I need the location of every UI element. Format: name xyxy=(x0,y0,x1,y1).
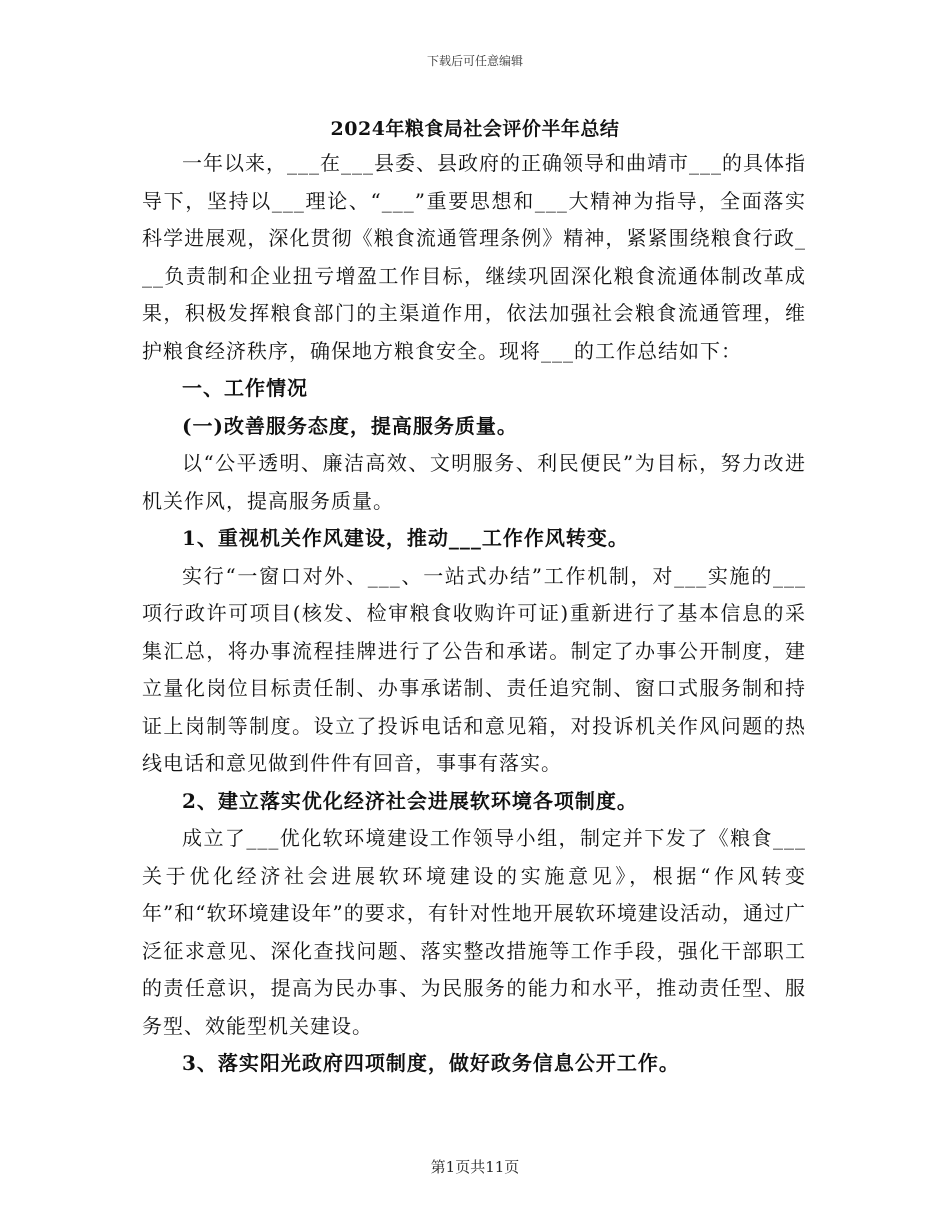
item-paragraph-1: 实行“一窗口对外、___、一站式办结”工作机制，对___实施的___项行政许可项目(核发、检审粮食收购许可证)重新进行了基本信息的采集汇总，将办事流程挂牌进行了公告和承诺。制定了办事公开制度，建立量化岗位目标责任制、办事承诺制、责任追究制、窗口式服务制和持证上岗制等制度。设立了投诉电话和意见箱，对投诉机关作风问题的热线电话和意见做到件件有回音，事事有落实。 xyxy=(142,563,806,775)
header-note: 下载后可任意编辑 xyxy=(426,54,523,68)
service-paragraph: 以“公平透明、廉洁高效、文明服务、利民便民”为目标，努力改进机关作风，提高服务质量。 xyxy=(142,451,806,513)
item-heading-1: 1、重视机关作风建设，推动___工作作风转变。 xyxy=(182,526,629,550)
document-body xyxy=(142,145,806,1083)
item-heading-2: 2、建立落实优化经济社会进展软环境各项制度。 xyxy=(182,788,638,813)
subsection-heading-service: (一)改善服务态度，提高服务质量。 xyxy=(182,413,518,438)
section-heading-work-status: 一、工作情况 xyxy=(182,376,308,400)
document-title: 2024年粮食局社会评价半年总结 xyxy=(330,118,620,140)
item-paragraph-2: 成立了___优化软环境建设工作领导小组，制定并下发了《粮食___关于优化经济社会进展软环境建设的实施意见》，根据“作风转变年”和“软环境建设年”的要求，有针对性地开展软环境建设活动，通过广泛征求意见、深化查找问题、落实整改措施等工作手段，强化干部职工的责任意识，提高为民办事、为民服务的能力和水平，推动责任型、服务型、效能型机关建设。 xyxy=(142,826,806,1038)
item-heading-3: 3、落实阳光政府四项制度，做好政务信息公开工作。 xyxy=(182,1051,680,1075)
page-number: 第1页共11页 xyxy=(430,1158,520,1176)
intro-paragraph: 一年以来，___在___县委、县政府的正确领导和曲靖市___的具体指导下，坚持以___理论、“___”重要思想和___大精神为指导，全面落实科学进展观，深化贯彻《粮食流通管理条例》精神，紧紧围绕粮食行政___负责制和企业扭亏增盈工作目标，继续巩固深化粮食流通体制改革成果，积极发挥粮食部门的主渠道作用，依法加强社会粮食流通管理，维护粮食经济秩序，确保地方粮食安全。现将___的工作总结如下： xyxy=(142,151,806,363)
